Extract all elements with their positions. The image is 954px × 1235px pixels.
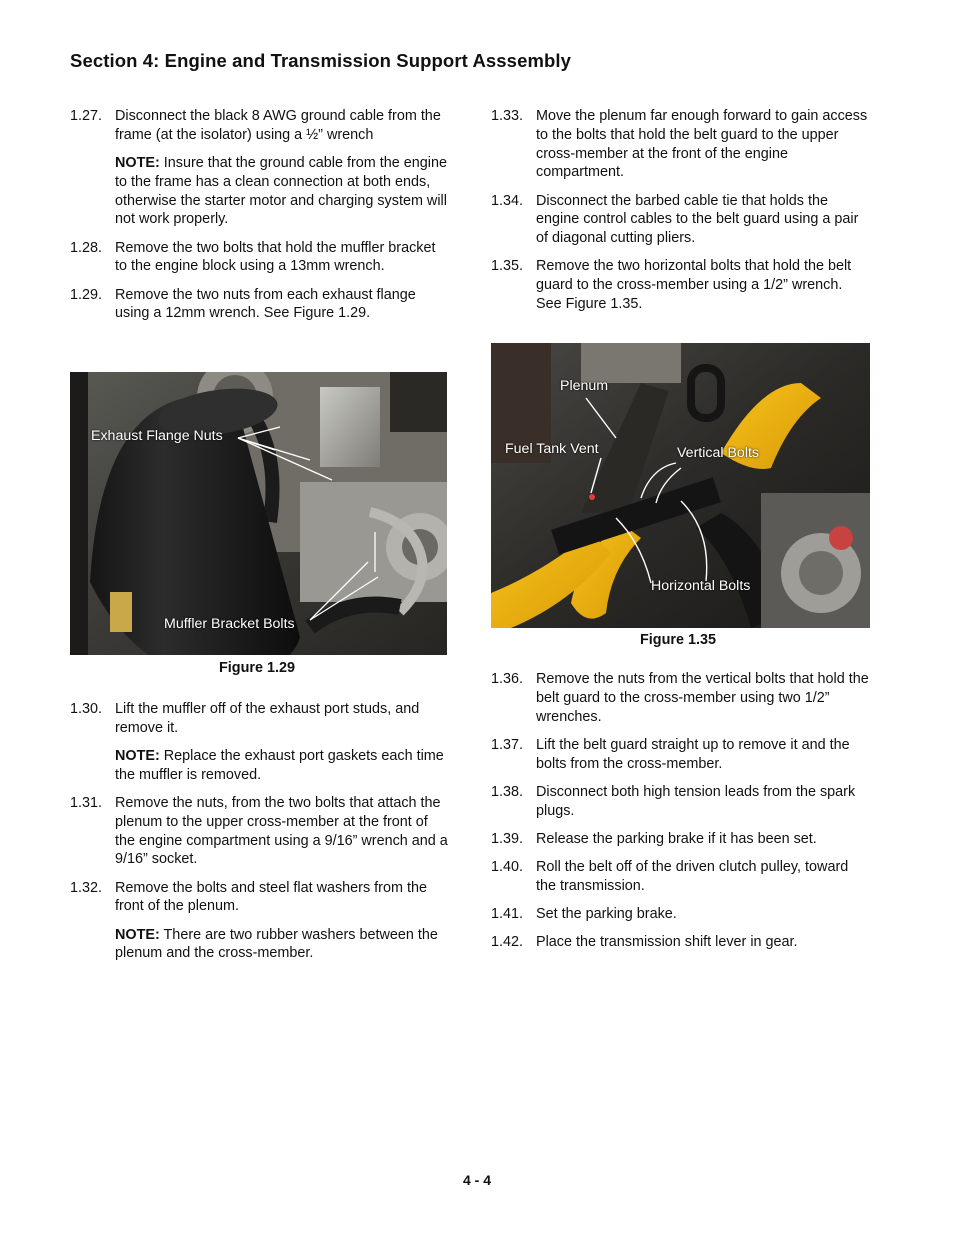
note-label: NOTE: — [115, 154, 160, 171]
step-number: 1.36. — [491, 671, 524, 687]
step-1-42 — [491, 933, 871, 952]
callout-exhaust-flange-nuts: Exhaust Flange Nuts — [91, 428, 223, 444]
step-1-33 — [491, 107, 871, 182]
callout-horizontal-bolts: Horizontal Bolts — [651, 578, 751, 594]
step-text: Disconnect both high tension leads from the spark plugs. — [536, 783, 856, 819]
callout-fuel-tank-vent: Fuel Tank Vent — [505, 441, 599, 457]
step-number: 1.38. — [491, 783, 524, 800]
note-label: NOTE: — [115, 926, 160, 943]
step-number: 1.40. — [491, 858, 524, 875]
callout-plenum: Plenum — [560, 378, 609, 394]
step-text: Disconnect the black 8 AWG ground cable from the frame (at the isolator) using a ½” wrench — [115, 108, 441, 143]
figure-1-35-arrows — [491, 343, 870, 628]
step-number: 1.28. — [70, 239, 103, 256]
step-1-40 — [491, 858, 871, 896]
figure-1-35-caption: Figure 1.35 — [640, 632, 716, 648]
step-number: 1.35. — [491, 258, 524, 275]
figure-1-29-caption: Figure 1.29 — [219, 660, 295, 676]
page-number: 4 - 4 — [462, 1172, 491, 1188]
step-number: 1.41. — [491, 905, 524, 922]
step-number: 1.30. — [70, 701, 103, 717]
note-1-30 — [70, 747, 450, 785]
left-column-bottom — [70, 700, 450, 973]
step-text: Remove the two horizontal bolts that hold the belt guard to the cross-member using a 1/2” wrench. See Figure 1.35. — [536, 258, 852, 312]
note-text: Replace the exhaust port gaskets each time the muffler is removed. — [115, 747, 444, 783]
step-1-41 — [491, 905, 871, 924]
step-1-29 — [70, 286, 450, 324]
figure-1-35-photo — [491, 343, 870, 628]
step-number: 1.31. — [70, 794, 103, 811]
step-1-30 — [70, 700, 450, 738]
step-text: Move the plenum far enough forward to gain access to the bolts that hold the belt guard to the upper cross-member at the front of the engine compartment. — [536, 108, 868, 181]
step-1-32 — [70, 879, 450, 917]
step-text: Remove the two nuts from each exhaust flange using a 12mm wrench. See Figure 1.29. — [115, 286, 416, 322]
step-number: 1.42. — [491, 934, 524, 951]
right-column-top — [491, 107, 871, 323]
step-number: 1.27. — [70, 108, 103, 124]
step-text: Set the parking brake. — [536, 905, 677, 922]
step-text: Remove the nuts from the vertical bolts that hold the belt guard to the cross-member using two 1/2” wrenches. — [536, 671, 869, 725]
step-1-27 — [70, 107, 450, 145]
step-1-38 — [491, 783, 871, 821]
step-text: Remove the two bolts that hold the muffler bracket to the engine block using a 13mm wrench. — [115, 239, 436, 275]
step-1-31 — [70, 794, 450, 869]
figure-1-29-arrows — [70, 372, 447, 655]
step-text: Lift the muffler off of the exhaust port studs, and remove it. — [115, 701, 420, 736]
callout-muffler-bracket-bolts: Muffler Bracket Bolts — [164, 616, 295, 632]
step-text: Remove the bolts and steel flat washers from the front of the plenum. — [115, 879, 427, 915]
step-number: 1.34. — [491, 192, 524, 209]
step-text: Disconnect the barbed cable tie that holds the engine control cables to the belt guard using a pair of diagonal cutting pliers. — [536, 192, 859, 247]
left-column-top — [70, 107, 450, 333]
callout-vertical-bolts: Vertical Bolts — [677, 445, 760, 461]
note-1-27 — [70, 154, 450, 229]
step-1-37 — [491, 736, 871, 774]
step-1-39 — [491, 830, 871, 849]
step-text: Lift the belt guard straight up to remove it and the bolts from the cross-member. — [536, 736, 850, 772]
step-number: 1.29. — [70, 286, 103, 303]
right-column-bottom — [491, 670, 871, 961]
step-1-36 — [491, 670, 871, 726]
note-text: There are two rubber washers between the plenum and the cross-member. — [115, 926, 438, 962]
step-number: 1.39. — [491, 830, 524, 847]
step-1-35 — [491, 257, 871, 313]
step-number: 1.32. — [70, 879, 103, 896]
section-title: Section 4: Engine and Transmission Support Asssembly — [70, 50, 572, 71]
figure-1-29-photo — [70, 372, 447, 655]
step-number: 1.37. — [491, 736, 524, 753]
step-text: Remove the nuts, from the two bolts that attach the plenum to the upper cross-member at the front of the engine compartment using a 9/16” wrench and a 9/16” socket. — [115, 794, 448, 868]
note-text: Insure that the ground cable from the engine to the frame has a clean connection at both ends, otherwise the starter motor and charging system will not work properly. — [115, 154, 447, 228]
step-text: Place the transmission shift lever in gear. — [536, 934, 798, 951]
note-1-32 — [70, 926, 450, 964]
step-text: Release the parking brake if it has been set. — [536, 830, 817, 847]
step-1-34 — [491, 192, 871, 248]
step-number: 1.33. — [491, 108, 524, 124]
step-1-28 — [70, 239, 450, 277]
note-label: NOTE: — [115, 747, 160, 764]
step-text: Roll the belt off of the driven clutch pulley, toward the transmission. — [536, 858, 849, 894]
